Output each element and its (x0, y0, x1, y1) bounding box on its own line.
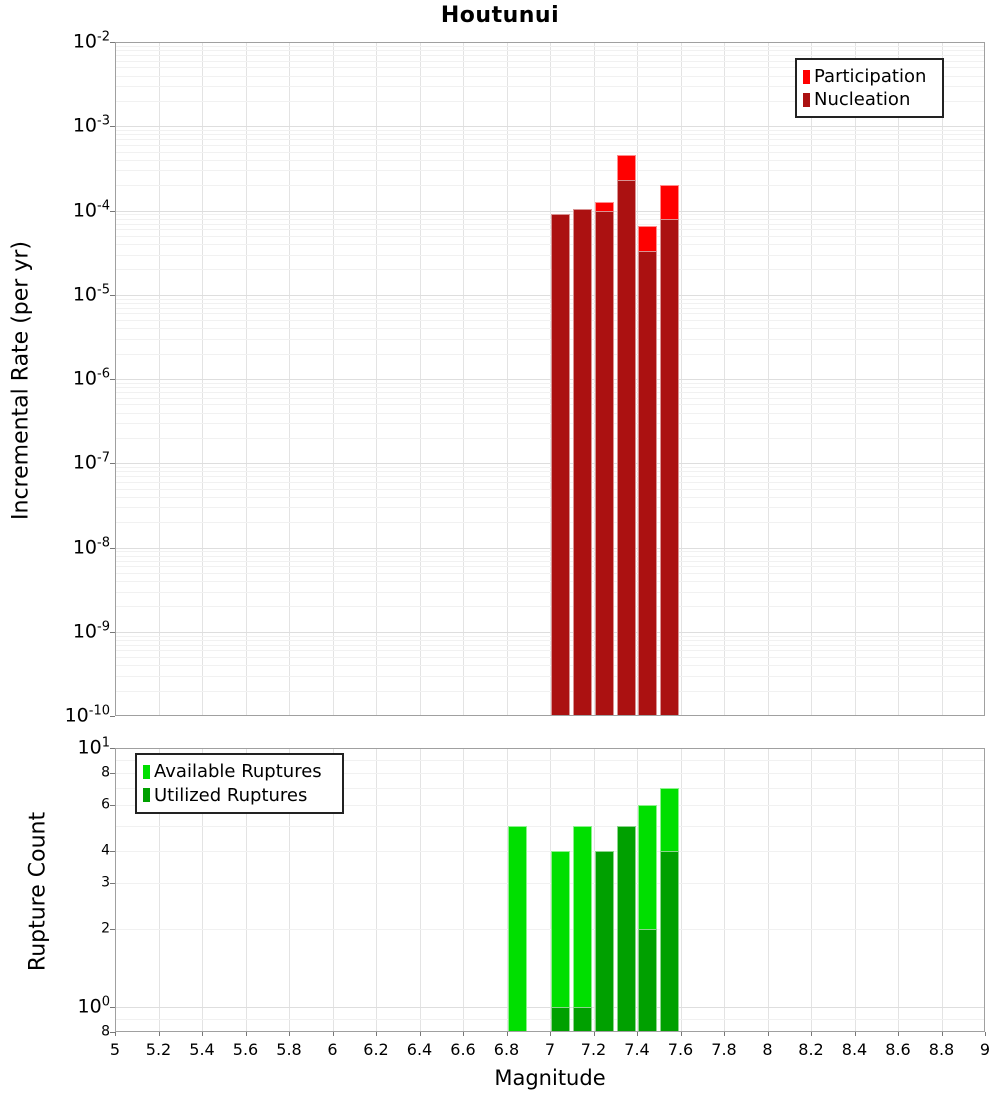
y-gridline-minor (116, 134, 984, 135)
x-tickmark (420, 1032, 421, 1036)
y-tickmark (110, 805, 115, 806)
y-gridline-minor (116, 185, 984, 186)
x-tick-label: 8.2 (798, 1040, 824, 1059)
x-tick-label: 6 (327, 1040, 338, 1059)
utilized-bar (638, 929, 657, 1031)
count-y-tick-label: 6 (101, 796, 110, 813)
x-tickmark (855, 1032, 856, 1036)
y-gridline-minor (116, 657, 984, 658)
count-y-tick-label: 2 (101, 920, 110, 937)
count-legend (135, 753, 344, 814)
rate-y-tick-label: $10^{-9}$ (72, 619, 110, 643)
y-gridline-major (116, 295, 984, 296)
y-gridline-minor (116, 438, 984, 439)
x-gridline (463, 749, 464, 1031)
y-gridline-minor (116, 145, 984, 146)
x-tick-label: 8.4 (841, 1040, 868, 1059)
y-tickmark (110, 883, 115, 884)
y-gridline-minor (116, 556, 984, 557)
y-gridline-major (116, 211, 984, 212)
chart-title: Houtunui (440, 3, 560, 28)
x-gridline (724, 749, 725, 1031)
nucleation-bar (617, 180, 636, 715)
y-gridline-minor (116, 676, 984, 677)
y-gridline-minor (116, 398, 984, 399)
legend-item-nucleation (803, 89, 934, 110)
y-gridline-major (116, 1007, 984, 1008)
rate-y-tick-label: $10^{-8}$ (72, 534, 110, 559)
rate-y-tick-label: $10^{-2}$ (72, 29, 110, 53)
y-gridline-minor (116, 573, 984, 574)
y-gridline-minor (116, 55, 984, 56)
x-tickmark (811, 1032, 812, 1036)
count-y-tick-label: 4 (101, 842, 110, 859)
x-tick-label: 9 (979, 1040, 991, 1059)
y-tickmark (110, 1032, 115, 1033)
x-tickmark (376, 1032, 377, 1036)
nucleation-bar (638, 251, 657, 715)
rate-y-tick-label: $10^{-6}$ (72, 366, 110, 390)
y-gridline-minor (116, 392, 984, 393)
y-gridline-minor (116, 255, 984, 256)
y-tickmark (110, 548, 115, 549)
x-gridline (811, 749, 812, 1031)
y-gridline-minor (116, 214, 984, 215)
rate-y-axis-label: Incremental Rate (per yr) (8, 241, 34, 520)
x-gridline (855, 749, 856, 1031)
x-axis-label: Magnitude (494, 1066, 606, 1090)
y-gridline-minor (116, 269, 984, 270)
y-gridline-minor (116, 404, 984, 405)
x-tickmark (898, 1032, 899, 1036)
y-gridline-minor (116, 413, 984, 414)
x-tickmark (333, 1032, 334, 1036)
legend-label: Nucleation (814, 89, 911, 110)
y-gridline-minor (116, 339, 984, 340)
y-tickmark (110, 295, 115, 296)
utilized-bar (617, 826, 636, 1031)
x-tickmark (550, 1032, 551, 1036)
y-gridline-major (116, 548, 984, 549)
participation-swatch-icon (803, 70, 810, 84)
legend-item-available (143, 761, 334, 782)
y-gridline-minor (116, 826, 984, 827)
x-gridline (420, 749, 421, 1031)
x-tick-label: 5.4 (189, 1040, 215, 1059)
utilized-bar (551, 1007, 570, 1031)
count-y-axis-label: Rupture Count (25, 811, 51, 972)
y-gridline-minor (116, 423, 984, 424)
y-gridline-minor (116, 320, 984, 321)
y-tickmark (110, 42, 115, 43)
y-gridline-minor (116, 387, 984, 388)
x-tick-label: 5.2 (145, 1040, 172, 1059)
x-tickmark (724, 1032, 725, 1036)
y-gridline-minor (116, 497, 984, 498)
x-gridline (376, 749, 377, 1031)
available-bar (573, 826, 592, 1031)
y-gridline-minor (116, 650, 984, 651)
x-tick-label: 5 (109, 1040, 121, 1059)
rate-legend (795, 58, 944, 118)
x-gridline (898, 749, 899, 1031)
rate-y-tick-label: $10^{-3}$ (72, 113, 110, 137)
available-bar (551, 851, 570, 1031)
rate-y-tick-label: $10^{-4}$ (72, 197, 110, 222)
rate-y-tick-label: $10^{-7}$ (72, 450, 110, 474)
x-tick-label: 8.6 (885, 1040, 911, 1059)
available-swatch-icon (143, 765, 150, 779)
y-tickmark (110, 773, 115, 774)
available-bar (508, 826, 527, 1031)
y-gridline-minor (116, 139, 984, 140)
x-tickmark (768, 1032, 769, 1036)
legend-label: Participation (814, 66, 927, 87)
y-gridline-minor (116, 592, 984, 593)
y-tickmark (110, 929, 115, 930)
y-gridline-minor (116, 46, 984, 47)
y-gridline-minor (116, 929, 984, 930)
x-tickmark (289, 1032, 290, 1036)
y-gridline-minor (116, 354, 984, 355)
y-gridline-minor (116, 313, 984, 314)
x-tick-label: 7.4 (624, 1040, 650, 1059)
y-gridline-minor (116, 566, 984, 567)
y-gridline-major (116, 379, 984, 380)
nucleation-bar (595, 211, 614, 715)
count-y-tick-label: $10^1$ (77, 735, 110, 759)
count-y-tick-label: 8 (101, 1023, 110, 1040)
count-y-tick-label: 3 (101, 874, 110, 891)
utilized-bar (573, 1007, 592, 1031)
y-gridline-minor (116, 645, 984, 646)
legend-item-participation (803, 66, 934, 87)
count-y-tick-label: 8 (101, 764, 110, 781)
y-tickmark (110, 211, 115, 212)
x-tick-label: 7 (544, 1040, 556, 1059)
y-gridline-minor (116, 636, 984, 637)
y-gridline-minor (116, 229, 984, 230)
x-tick-label: 7.6 (667, 1040, 694, 1059)
y-tickmark (110, 463, 115, 464)
x-tick-label: 5.8 (276, 1040, 302, 1059)
y-gridline-minor (116, 244, 984, 245)
y-gridline-minor (116, 606, 984, 607)
y-tickmark (110, 632, 115, 633)
legend-item-utilized (143, 785, 334, 806)
x-tickmark (985, 1032, 986, 1036)
count-y-tick-label: $10^0$ (77, 994, 110, 1018)
y-gridline-minor (116, 303, 984, 304)
x-tick-label: 6.8 (493, 1040, 520, 1059)
y-gridline-minor (116, 130, 984, 131)
x-tick-label: 6.2 (363, 1040, 389, 1059)
x-tick-label: 6.4 (406, 1040, 433, 1059)
x-tickmark (115, 1032, 116, 1036)
y-gridline-minor (116, 1019, 984, 1020)
utilized-swatch-icon (143, 788, 150, 802)
x-tickmark (246, 1032, 247, 1036)
y-gridline-minor (116, 160, 984, 161)
x-gridline (942, 749, 943, 1031)
y-tickmark (110, 1007, 115, 1008)
nucleation-bar (660, 219, 679, 715)
y-gridline-minor (116, 471, 984, 472)
y-gridline-minor (116, 50, 984, 51)
y-gridline-minor (116, 883, 984, 884)
nucleation-swatch-icon (803, 93, 810, 107)
x-tick-label: 8 (762, 1040, 773, 1059)
y-gridline-minor (116, 476, 984, 477)
y-gridline-minor (116, 665, 984, 666)
y-gridline-minor (116, 522, 984, 523)
x-tick-label: 7.8 (711, 1040, 737, 1059)
nucleation-bar (573, 209, 592, 715)
y-gridline-minor (116, 152, 984, 153)
y-gridline-minor (116, 691, 984, 692)
x-tick-label: 8.8 (928, 1040, 955, 1059)
utilized-bar (660, 851, 679, 1031)
y-gridline-minor (116, 236, 984, 237)
x-tickmark (159, 1032, 160, 1036)
x-tickmark (942, 1032, 943, 1036)
y-gridline-minor (116, 640, 984, 641)
y-tickmark (110, 716, 115, 717)
y-gridline-minor (116, 507, 984, 508)
x-tick-label: 7.2 (580, 1040, 607, 1059)
y-gridline-minor (116, 561, 984, 562)
y-tickmark (110, 379, 115, 380)
x-tickmark (637, 1032, 638, 1036)
x-tick-label: 5.6 (232, 1040, 259, 1059)
x-tickmark (594, 1032, 595, 1036)
y-gridline-major (116, 463, 984, 464)
y-gridline-minor (116, 551, 984, 552)
rate-y-tick-label: $10^{-5}$ (72, 282, 110, 306)
x-gridline (681, 749, 682, 1031)
x-tickmark (202, 1032, 203, 1036)
y-gridline-minor (116, 299, 984, 300)
y-tickmark (110, 851, 115, 852)
y-gridline-major (116, 126, 984, 127)
y-gridline-minor (116, 328, 984, 329)
y-gridline-minor (116, 308, 984, 309)
x-tickmark (463, 1032, 464, 1036)
legend-label: Utilized Ruptures (154, 784, 308, 806)
y-tickmark (110, 126, 115, 127)
utilized-bar (595, 851, 614, 1031)
rate-y-tick-label: $10^{-10}$ (64, 703, 110, 727)
y-gridline-major (116, 632, 984, 633)
x-tickmark (507, 1032, 508, 1036)
x-gridline (768, 749, 769, 1031)
y-gridline-minor (116, 489, 984, 490)
y-gridline-minor (116, 581, 984, 582)
x-tick-label: 6.6 (450, 1040, 476, 1059)
y-gridline-minor (116, 482, 984, 483)
y-gridline-minor (116, 383, 984, 384)
y-tickmark (110, 748, 115, 749)
y-gridline-minor (116, 219, 984, 220)
rate-panel (115, 42, 985, 716)
nucleation-bar (551, 214, 570, 715)
x-tickmark (681, 1032, 682, 1036)
y-gridline-minor (116, 170, 984, 171)
y-gridline-minor (116, 467, 984, 468)
legend-label: Available Ruptures (154, 761, 322, 783)
y-gridline-minor (116, 851, 984, 852)
y-gridline-minor (116, 224, 984, 225)
